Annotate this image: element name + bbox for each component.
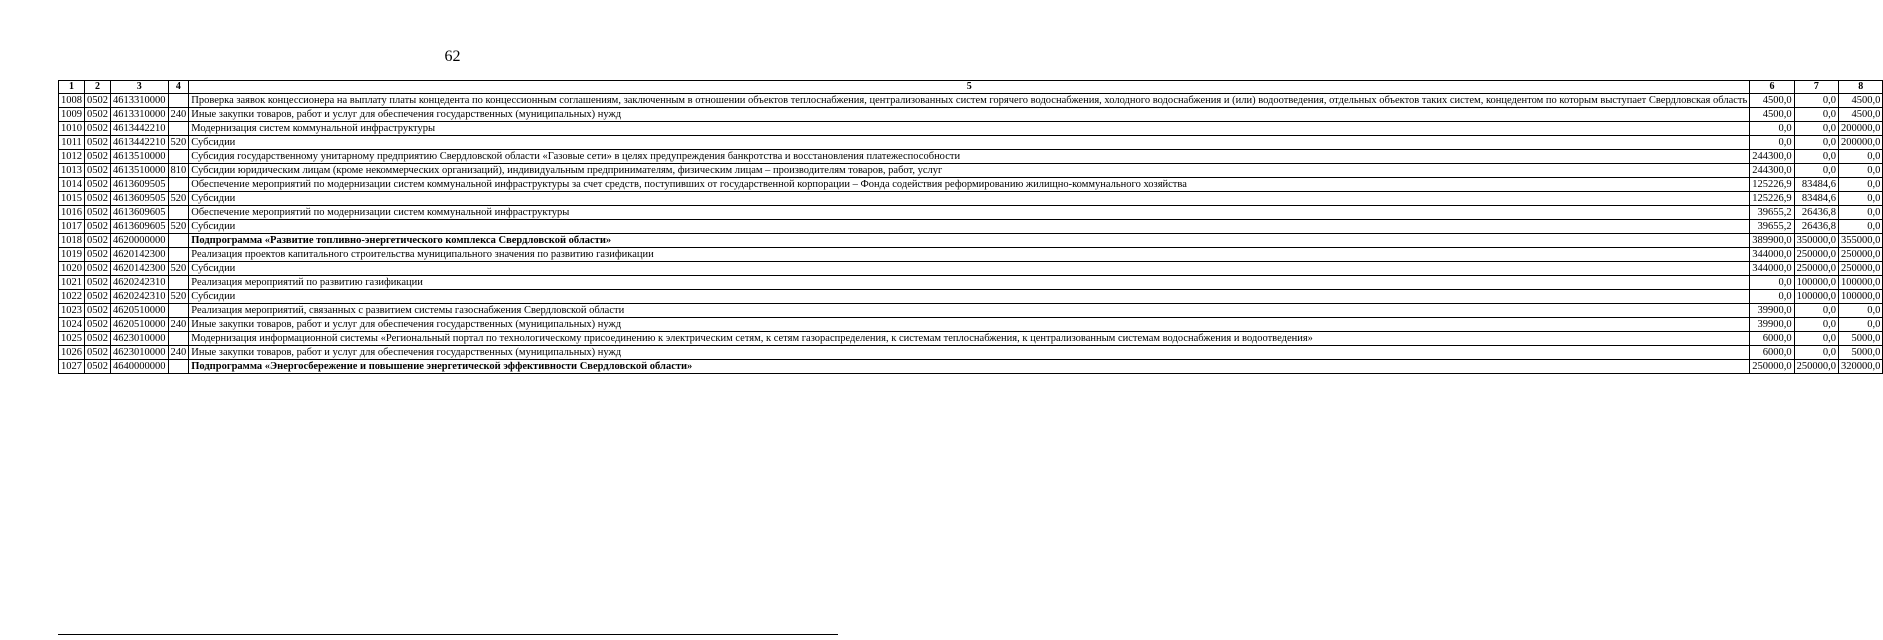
row-number-cell: 1024	[59, 318, 85, 332]
target-code-cell: 4620000000	[111, 234, 169, 248]
table-row	[59, 220, 1883, 234]
description-cell: Модернизация информационной системы «Региональный портал по технологическому присоединению к электрическим сетям, к сетям газораспределения, к системам теплоснабжения, к централизованным системам водоснабжения и водоотведения»	[189, 332, 1750, 346]
amount-col7-cell: 0,0	[1794, 304, 1838, 318]
target-code-cell: 4620510000	[111, 318, 169, 332]
amount-col8-cell: 100000,0	[1839, 290, 1883, 304]
table-row	[59, 290, 1883, 304]
amount-col8-cell: 0,0	[1839, 220, 1883, 234]
amount-col7-cell: 100000,0	[1794, 290, 1838, 304]
amount-col6-cell: 125226,9	[1750, 178, 1794, 192]
description-cell: Реализация проектов капитального строительства муниципального значения по развитию газификации	[189, 248, 1750, 262]
table-row	[59, 234, 1883, 248]
amount-col6-cell: 6000,0	[1750, 332, 1794, 346]
target-code-cell: 4620242310	[111, 276, 169, 290]
table-row	[59, 136, 1883, 150]
amount-col8-cell: 320000,0	[1839, 360, 1883, 374]
section-code-cell: 0502	[85, 360, 111, 374]
description-cell: Субсидии	[189, 290, 1750, 304]
expense-type-cell	[168, 276, 189, 290]
expense-type-cell	[168, 94, 189, 108]
description-cell: Обеспечение мероприятий по модернизации систем коммунальной инфраструктуры	[189, 206, 1750, 220]
amount-col6-cell: 389900,0	[1750, 234, 1794, 248]
amount-col7-cell: 250000,0	[1794, 262, 1838, 276]
row-number-cell: 1026	[59, 346, 85, 360]
target-code-cell: 4613609505	[111, 192, 169, 206]
expense-type-cell: 520	[168, 136, 189, 150]
expense-type-cell: 240	[168, 346, 189, 360]
column-header: 7	[1794, 81, 1838, 94]
table-row	[59, 318, 1883, 332]
table-row	[59, 206, 1883, 220]
expense-type-cell	[168, 360, 189, 374]
amount-col7-cell: 100000,0	[1794, 276, 1838, 290]
column-header: 1	[59, 81, 85, 94]
table-row	[59, 248, 1883, 262]
description-cell: Реализация мероприятий, связанных с развитием системы газоснабжения Свердловской области	[189, 304, 1750, 318]
section-code-cell: 0502	[85, 234, 111, 248]
amount-col6-cell: 344000,0	[1750, 248, 1794, 262]
target-code-cell: 4620242310	[111, 290, 169, 304]
amount-col7-cell: 0,0	[1794, 164, 1838, 178]
expense-type-cell	[168, 206, 189, 220]
amount-col6-cell: 250000,0	[1750, 360, 1794, 374]
amount-col6-cell: 4500,0	[1750, 94, 1794, 108]
amount-col8-cell: 355000,0	[1839, 234, 1883, 248]
row-number-cell: 1022	[59, 290, 85, 304]
table-row	[59, 192, 1883, 206]
target-code-cell: 4613442210	[111, 136, 169, 150]
amount-col7-cell: 0,0	[1794, 136, 1838, 150]
section-code-cell: 0502	[85, 206, 111, 220]
expense-type-cell	[168, 178, 189, 192]
target-code-cell: 4623010000	[111, 332, 169, 346]
row-number-cell: 1011	[59, 136, 85, 150]
amount-col7-cell: 83484,6	[1794, 192, 1838, 206]
section-code-cell: 0502	[85, 136, 111, 150]
description-cell: Субсидии	[189, 192, 1750, 206]
section-code-cell: 0502	[85, 262, 111, 276]
amount-col8-cell: 4500,0	[1839, 94, 1883, 108]
row-number-cell: 1010	[59, 122, 85, 136]
row-number-cell: 1020	[59, 262, 85, 276]
amount-col7-cell: 0,0	[1794, 94, 1838, 108]
table-row	[59, 164, 1883, 178]
amount-col8-cell: 0,0	[1839, 206, 1883, 220]
expense-type-cell: 520	[168, 262, 189, 276]
amount-col8-cell: 200000,0	[1839, 136, 1883, 150]
column-header: 4	[168, 81, 189, 94]
amount-col7-cell: 26436,8	[1794, 220, 1838, 234]
expense-type-cell	[168, 234, 189, 248]
row-number-cell: 1015	[59, 192, 85, 206]
description-cell: Субсидии юридическим лицам (кроме некоммерческих организаций), индивидуальным предпринимателям, физическим лицам – производителям товаров, работ, услуг	[189, 164, 1750, 178]
amount-col6-cell: 0,0	[1750, 122, 1794, 136]
target-code-cell: 4613609505	[111, 178, 169, 192]
table-row	[59, 178, 1883, 192]
section-code-cell: 0502	[85, 192, 111, 206]
amount-col6-cell: 39900,0	[1750, 304, 1794, 318]
amount-col7-cell: 250000,0	[1794, 248, 1838, 262]
amount-col6-cell: 125226,9	[1750, 192, 1794, 206]
column-header: 6	[1750, 81, 1794, 94]
table-row	[59, 332, 1883, 346]
amount-col7-cell: 0,0	[1794, 108, 1838, 122]
target-code-cell: 4613310000	[111, 108, 169, 122]
section-code-cell: 0502	[85, 318, 111, 332]
row-number-cell: 1018	[59, 234, 85, 248]
target-code-cell: 4620142300	[111, 262, 169, 276]
description-cell: Реализация мероприятий по развитию газификации	[189, 276, 1750, 290]
table-row	[59, 122, 1883, 136]
amount-col7-cell: 250000,0	[1794, 360, 1838, 374]
amount-col8-cell: 200000,0	[1839, 122, 1883, 136]
amount-col8-cell: 0,0	[1839, 164, 1883, 178]
amount-col8-cell: 0,0	[1839, 192, 1883, 206]
amount-col8-cell: 5000,0	[1839, 332, 1883, 346]
amount-col8-cell: 250000,0	[1839, 262, 1883, 276]
amount-col7-cell: 350000,0	[1794, 234, 1838, 248]
column-header: 2	[85, 81, 111, 94]
description-cell: Проверка заявок концессионера на выплату платы концедента по концессионным соглашениям, заключенным в отношении объектов теплоснабжения, централизованных систем горячего водоснабжения, холодного водоснабжения и (или) водоотведения, отдельных объектов таких систем, концедентом по которым выступает Свердловская область	[189, 94, 1750, 108]
description-cell: Подпрограмма «Энергосбережение и повышение энергетической эффективности Свердловской области»	[189, 360, 1750, 374]
target-code-cell: 4613442210	[111, 122, 169, 136]
row-number-cell: 1023	[59, 304, 85, 318]
row-number-cell: 1019	[59, 248, 85, 262]
target-code-cell: 4613510000	[111, 150, 169, 164]
target-code-cell: 4620510000	[111, 304, 169, 318]
row-number-cell: 1013	[59, 164, 85, 178]
target-code-cell: 4613310000	[111, 94, 169, 108]
description-cell: Субсидии	[189, 136, 1750, 150]
amount-col6-cell: 39900,0	[1750, 318, 1794, 332]
amount-col7-cell: 0,0	[1794, 332, 1838, 346]
table-row	[59, 360, 1883, 374]
amount-col8-cell: 250000,0	[1839, 248, 1883, 262]
expense-type-cell	[168, 304, 189, 318]
description-cell: Подпрограмма «Развитие топливно-энергетического комплекса Свердловской области»	[189, 234, 1750, 248]
column-header: 5	[189, 81, 1750, 94]
target-code-cell: 4613510000	[111, 164, 169, 178]
row-number-cell: 1012	[59, 150, 85, 164]
description-cell: Субсидии	[189, 220, 1750, 234]
column-header: 8	[1839, 81, 1883, 94]
expense-type-cell: 520	[168, 290, 189, 304]
target-code-cell: 4613609605	[111, 206, 169, 220]
amount-col6-cell: 244300,0	[1750, 164, 1794, 178]
amount-col8-cell: 0,0	[1839, 178, 1883, 192]
row-number-cell: 1027	[59, 360, 85, 374]
amount-col6-cell: 4500,0	[1750, 108, 1794, 122]
target-code-cell: 4613609605	[111, 220, 169, 234]
section-code-cell: 0502	[85, 94, 111, 108]
table-row	[59, 346, 1883, 360]
budget-table	[58, 80, 1883, 374]
section-code-cell: 0502	[85, 290, 111, 304]
page-number: 62	[444, 48, 461, 65]
amount-col6-cell: 6000,0	[1750, 346, 1794, 360]
row-number-cell: 1017	[59, 220, 85, 234]
section-code-cell: 0502	[85, 304, 111, 318]
row-number-cell: 1025	[59, 332, 85, 346]
target-code-cell: 4623010000	[111, 346, 169, 360]
amount-col8-cell: 100000,0	[1839, 276, 1883, 290]
section-code-cell: 0502	[85, 220, 111, 234]
row-number-cell: 1008	[59, 94, 85, 108]
table-row	[59, 276, 1883, 290]
section-code-cell: 0502	[85, 276, 111, 290]
header-row	[59, 81, 1883, 94]
amount-col7-cell: 0,0	[1794, 122, 1838, 136]
amount-col6-cell: 344000,0	[1750, 262, 1794, 276]
section-code-cell: 0502	[85, 150, 111, 164]
description-cell: Иные закупки товаров, работ и услуг для обеспечения государственных (муниципальных) нужд	[189, 318, 1750, 332]
description-cell: Субсидии	[189, 262, 1750, 276]
expense-type-cell: 240	[168, 108, 189, 122]
target-code-cell: 4620142300	[111, 248, 169, 262]
expense-type-cell	[168, 248, 189, 262]
amount-col6-cell: 39655,2	[1750, 206, 1794, 220]
section-code-cell: 0502	[85, 164, 111, 178]
amount-col8-cell: 0,0	[1839, 304, 1883, 318]
description-cell: Обеспечение мероприятий по модернизации систем коммунальной инфраструктуры за счет средств, поступивших от государственной корпорации – Фонда содействия реформированию жилищно-коммунального хозяйства	[189, 178, 1750, 192]
row-number-cell: 1014	[59, 178, 85, 192]
column-header: 3	[111, 81, 169, 94]
expense-type-cell	[168, 332, 189, 346]
description-cell: Иные закупки товаров, работ и услуг для обеспечения государственных (муниципальных) нужд	[189, 108, 1750, 122]
expense-type-cell: 810	[168, 164, 189, 178]
expense-type-cell	[168, 122, 189, 136]
table-row	[59, 262, 1883, 276]
table-row	[59, 108, 1883, 122]
amount-col7-cell: 26436,8	[1794, 206, 1838, 220]
section-code-cell: 0502	[85, 108, 111, 122]
table-row	[59, 304, 1883, 318]
amount-col8-cell: 5000,0	[1839, 346, 1883, 360]
row-number-cell: 1021	[59, 276, 85, 290]
amount-col6-cell: 244300,0	[1750, 150, 1794, 164]
table-row	[59, 150, 1883, 164]
section-code-cell: 0502	[85, 332, 111, 346]
expense-type-cell	[168, 150, 189, 164]
table-row	[59, 94, 1883, 108]
expense-type-cell: 520	[168, 220, 189, 234]
section-code-cell: 0502	[85, 178, 111, 192]
section-code-cell: 0502	[85, 122, 111, 136]
amount-col6-cell: 39655,2	[1750, 220, 1794, 234]
expense-type-cell: 520	[168, 192, 189, 206]
amount-col6-cell: 0,0	[1750, 276, 1794, 290]
section-code-cell: 0502	[85, 346, 111, 360]
description-cell: Субсидия государственному унитарному предприятию Свердловской области «Газовые сети» в целях предупреждения банкротства и восстановления платежеспособности	[189, 150, 1750, 164]
section-code-cell: 0502	[85, 248, 111, 262]
row-number-cell: 1016	[59, 206, 85, 220]
target-code-cell: 4640000000	[111, 360, 169, 374]
description-cell: Модернизация систем коммунальной инфраструктуры	[189, 122, 1750, 136]
row-number-cell: 1009	[59, 108, 85, 122]
description-cell: Иные закупки товаров, работ и услуг для обеспечения государственных (муниципальных) нужд	[189, 346, 1750, 360]
amount-col6-cell: 0,0	[1750, 136, 1794, 150]
amount-col7-cell: 83484,6	[1794, 178, 1838, 192]
amount-col7-cell: 0,0	[1794, 318, 1838, 332]
table-body	[59, 94, 1883, 374]
amount-col6-cell: 0,0	[1750, 290, 1794, 304]
amount-col8-cell: 0,0	[1839, 150, 1883, 164]
amount-col8-cell: 4500,0	[1839, 108, 1883, 122]
amount-col7-cell: 0,0	[1794, 150, 1838, 164]
amount-col7-cell: 0,0	[1794, 346, 1838, 360]
expense-type-cell: 240	[168, 318, 189, 332]
page-bottom-divider	[58, 634, 838, 635]
amount-col8-cell: 0,0	[1839, 318, 1883, 332]
